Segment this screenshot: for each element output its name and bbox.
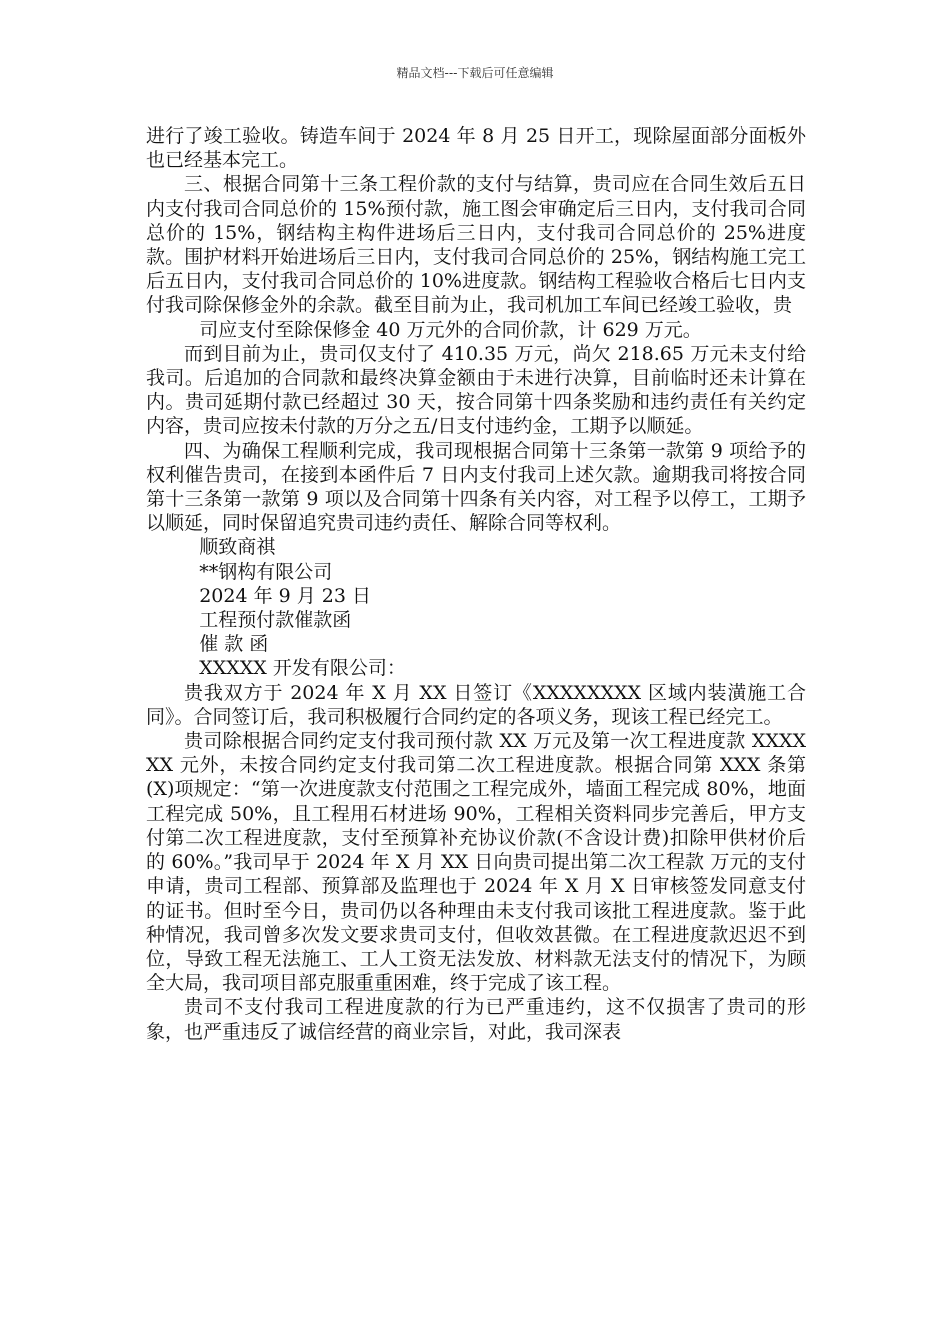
paragraph: 司应支付至除保修金 40 万元外的合同价款，计 629 万元。 [199,318,702,341]
letter-title: 催 款 函 [199,633,269,656]
letter-date: 2024 年 9 月 23 日 [199,584,372,607]
paragraph: 四、为确保工程顺利完成，我司现根据合同第十三条第一款第 9 项给予的权利催告贵司，在接到本函件后 7 日内支付我司上述欠款。逾期我司将按合同第十三条第一款第 9 项以及合同第十四条有关内容，对工程予以停工，工期予以顺延，同时保留追究贵司违约责任、解除合同等权利。 [146,439,806,535]
section-title: 工程预付款催款函 [199,609,352,632]
paragraph: 贵我双方于 2024 年 X 月 XX 日签订《XXXXXXXX 区域内装潢施工合同》。合同签订后，我司积极履行合同约定的各项义务，现该工程已经完工。 [146,681,806,728]
document-body [146,124,806,1044]
closing-salutation: 顺致商祺 [199,536,276,559]
paragraph: 三、根据合同第十三条工程价款的支付与结算，贵司应在合同生效后五日内支付我司合同总价的 15%预付款，施工图会审确定后三日内，支付我司合同总价的 15%，钢结构主构件进场后三日内，支付我司合同总价的 25%进度款。围护材料开始进场后三日内，支付我司合同总价的 25%，钢结构施工完工后五日内，支付我司合同总价的 10%进度款。钢结构工程验收合格后七日内支付我司除保修金外的余款。截至目前为止，我司机加工车间已经竣工验收，贵 [146,173,806,317]
sender-company: **钢构有限公司 [199,560,333,583]
page-header: 精品文档---下载后可任意编辑 [396,66,554,80]
paragraph: 进行了竣工验收。铸造车间于 2024 年 8 月 25 日开工，现除屋面部分面板外也已经基本完工。 [146,125,806,172]
recipient: XXXXX 开发有限公司： [199,657,406,680]
paragraph: 贵司不支付我司工程进度款的行为已严重违约，这不仅损害了贵司的形象，也严重违反了诚信经营的商业宗旨，对此，我司深表 [146,996,806,1043]
paragraph: 贵司除根据合同约定支付我司预付款 XX 万元及第一次工程进度款 XXXXXX 元外，未按合同约定支付我司第二次工程进度款。根据合同第 XXX 条第(X)项规定：“第一次进度款支付范围之工程完成外，墙面工程完成 80%，地面工程完成 50%，且工程用石材进场 90%，工程相关资料同步完善后，甲方支付第二次工程进度款，支付至预算补充协议价款(不含设计费)扣除甲供材价后的 60%。”我司早于 2024 年 X 月 XX 日向贵司提出第二次工程款 万元的支付申请，贵司工程部、预算部及监理也于 2024 年 X 月 X 日审核签发同意支付的证书。但时至今日，贵司仍以各种理由未支付我司该批工程进度款。鉴于此种情况，我司曾多次发文要求贵司支付，但收效甚微。在工程进度款迟迟不到位，导致工程无法施工、工人工资无法发放、材料款无法支付的情况下，为顾全大局，我司项目部克服重重困难，终于完成了该工程。 [146,730,806,995]
paragraph: 而到目前为止，贵司仅支付了 410.35 万元，尚欠 218.65 万元未支付给我司。后追加的合同款和最终决算金额由于未进行决算，目前临时还未计算在内。贵司延期付款已经超过 30 天，按合同第十四条奖励和违约责任有关约定内容，贵司应按未付款的万分之五/日支付违约金，工期予以顺延。 [146,342,806,438]
